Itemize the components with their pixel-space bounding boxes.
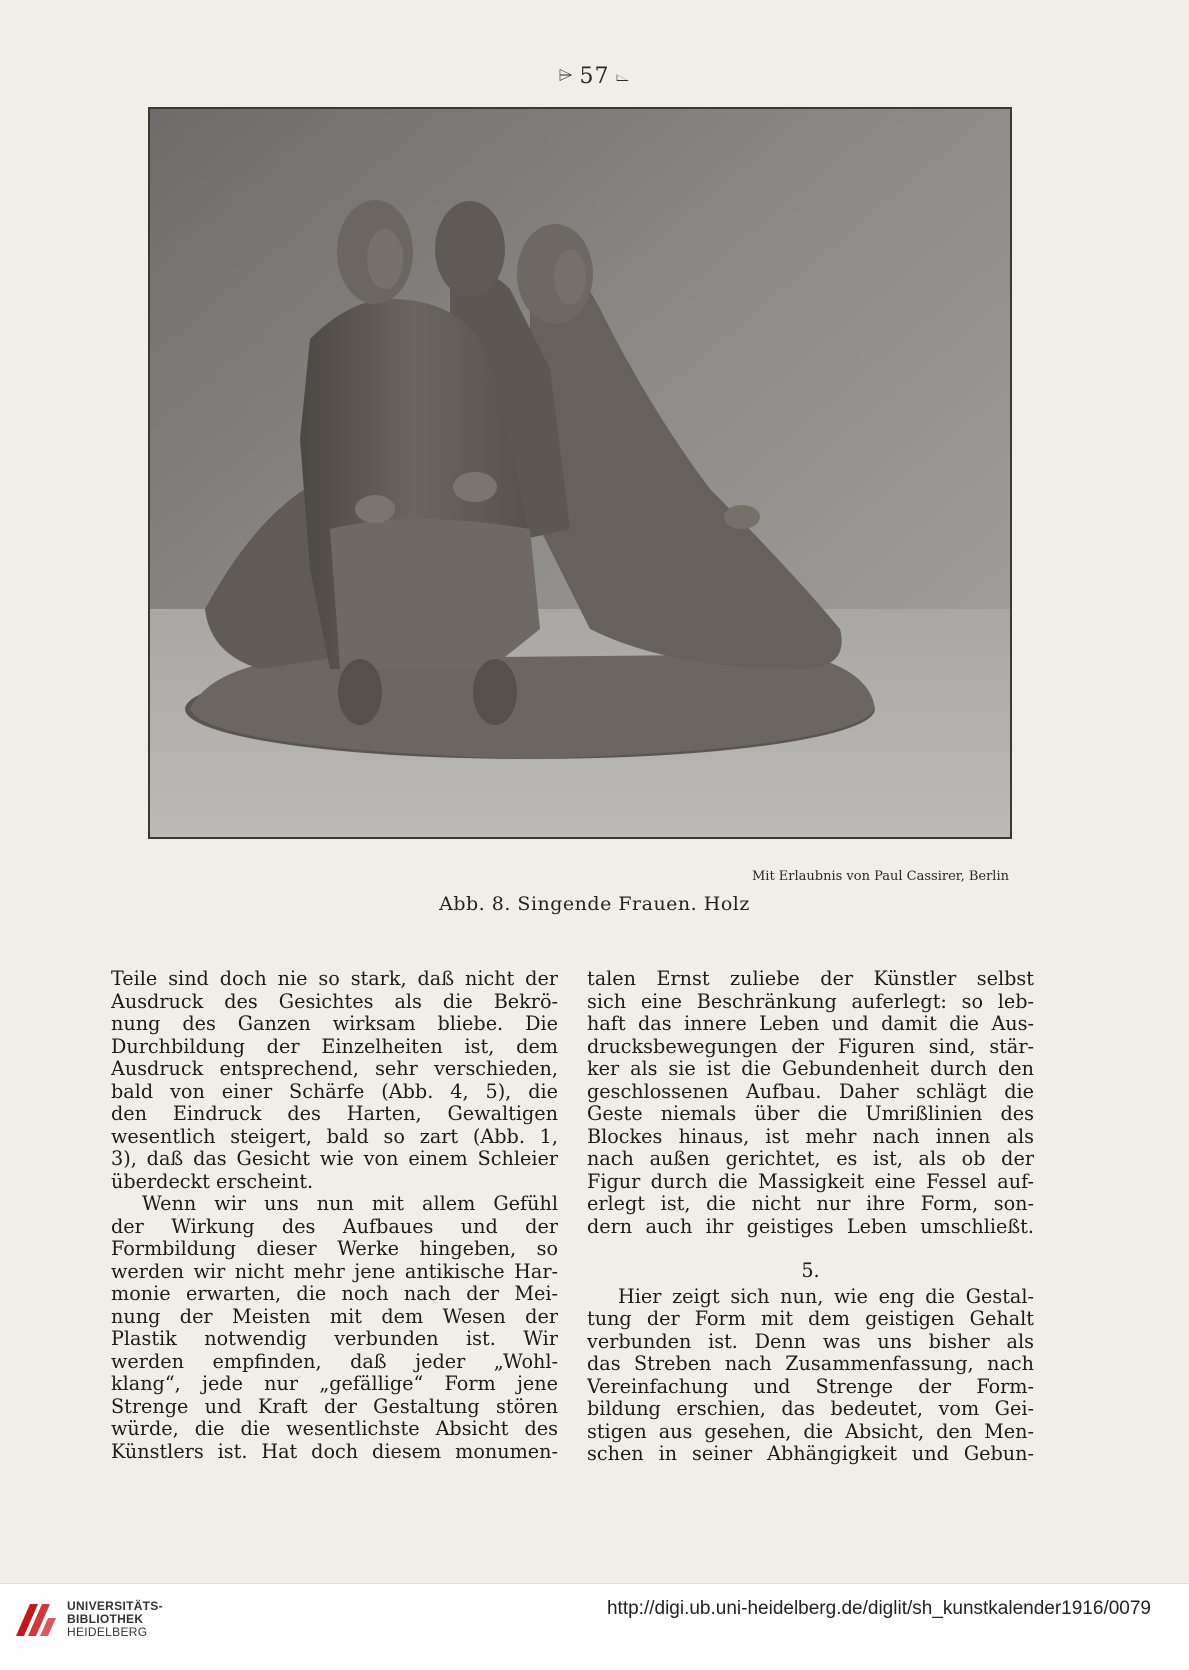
- page-number-value: 57: [579, 64, 610, 89]
- text-line: nach außen gerichtet, es ist, als ob der: [587, 1148, 1034, 1170]
- text-line: bald von einer Schärfe (Abb. 4, 5), die: [111, 1080, 558, 1103]
- source-url-link[interactable]: http://digi.ub.uni-heidelberg.de/diglit/sh_kunstkalender1916/0079: [606, 1598, 1151, 1619]
- text-line: den Eindruck des Harten, Gewaltigen: [111, 1103, 558, 1125]
- text-line: talen Ernst zuliebe der Künstler selbst: [587, 968, 1034, 990]
- text-line: Hier zeigt sich nun, wie eng die Gestal-: [618, 1285, 1034, 1308]
- sculpture-image-icon: [150, 109, 1010, 837]
- text-line: schen in seiner Abhängigkeit und Gebun-: [587, 1443, 1034, 1465]
- section-number: 5.: [801, 1259, 820, 1282]
- text-line: bildung erschien, das bedeutet, vom Gei-: [587, 1398, 1034, 1420]
- text-line: werden wir nicht mehr jene antikische Har-: [111, 1260, 558, 1283]
- library-name: [67, 1600, 163, 1639]
- text-line: das Streben nach Zusammenfassung, nach: [587, 1353, 1034, 1375]
- ornament-left-icon: ⌲: [558, 65, 574, 86]
- text-line: Geste niemals über die Umrißlinien des: [587, 1103, 1034, 1125]
- text-line: drucksbewegungen der Figuren sind, stär-: [587, 1035, 1034, 1058]
- text-line: dern auch ihr geistiges Leben umschließt.: [587, 1215, 1034, 1238]
- text-line: nung des Ganzen wirksam bliebe. Die: [111, 1013, 558, 1035]
- text-line: klang“, jede nur „gefällige“ Form jene: [111, 1373, 558, 1395]
- ornament-right-icon: ⌳: [615, 65, 631, 86]
- text-line: Plastik notwendig verbunden ist. Wir: [111, 1328, 558, 1350]
- text-line: monie erwarten, die noch nach der Mei-: [111, 1283, 558, 1305]
- text-line: Ausdruck entsprechend, sehr verschieden,: [111, 1058, 558, 1080]
- text-line: 3), daß das Gesicht wie von einem Schleier: [111, 1148, 558, 1170]
- text-line: Strenge und Kraft der Gestaltung stören: [111, 1395, 558, 1418]
- text-line: verbunden ist. Denn was uns bisher als: [587, 1330, 1034, 1353]
- text-line: geschlossenen Aufbau. Daher schlägt die: [587, 1080, 1034, 1103]
- text-line: Blockes hinaus, ist mehr nach innen als: [587, 1125, 1034, 1148]
- text-line: Wenn wir uns nun mit allem Gefühl: [142, 1193, 558, 1215]
- text-line: stigen aus gesehen, die Absicht, den Men-: [587, 1420, 1034, 1443]
- text-line: ker als sie ist die Gebundenheit durch den: [587, 1058, 1034, 1080]
- library-name-line: BIBLIOTHEK: [67, 1612, 144, 1626]
- page-number: [0, 64, 1189, 89]
- text-line: erlegt ist, die nicht nur ihre Form, son-: [587, 1193, 1034, 1215]
- right-column: [587, 968, 1034, 1466]
- library-name-line: UNIVERSITÄTS-: [67, 1599, 163, 1613]
- text-line: überdeckt erscheint.: [111, 1170, 314, 1193]
- university-library-logo-icon: [12, 1596, 60, 1644]
- text-line: Künstlers ist. Hat doch diesem monumen-: [111, 1440, 558, 1463]
- sculpture-photograph: [148, 107, 1012, 839]
- text-line: würde, die die wesentlichste Absicht des: [111, 1418, 558, 1440]
- text-line: tung der Form mit dem geistigen Gehalt: [587, 1308, 1034, 1330]
- text-line: Teile sind doch nie so stark, daß nicht der: [111, 968, 558, 990]
- text-line: nung der Meisten mit dem Wesen der: [111, 1305, 558, 1328]
- text-line: wesentlich steigert, bald so zart (Abb. 1,: [111, 1125, 558, 1148]
- text-line: der Wirkung des Aufbaues und der: [111, 1215, 558, 1238]
- text-line: haft das innere Leben und damit die Aus-: [587, 1013, 1034, 1035]
- text-line: Durchbildung der Einzelheiten ist, dem: [111, 1035, 558, 1058]
- text-line: Ausdruck des Gesichtes als die Bekrö-: [111, 990, 558, 1013]
- text-line: werden empfinden, daß jeder „Wohl-: [111, 1350, 558, 1373]
- figure-caption: Abb. 8. Singende Frauen. Holz: [439, 893, 750, 915]
- text-line: Figur durch die Massigkeit eine Fessel auf-: [587, 1170, 1034, 1193]
- text-line: Formbildung dieser Werke hingeben, so: [111, 1238, 558, 1260]
- text-line: Vereinfachung und Strenge der Form-: [587, 1375, 1034, 1398]
- left-column: [111, 968, 558, 1463]
- library-name-line: HEIDELBERG: [67, 1625, 148, 1639]
- photo-credit: Mit Erlaubnis von Paul Cassirer, Berlin: [751, 869, 1009, 884]
- text-line: sich eine Beschränkung auferlegt: so leb-: [587, 990, 1034, 1013]
- library-footer: [0, 1583, 1189, 1670]
